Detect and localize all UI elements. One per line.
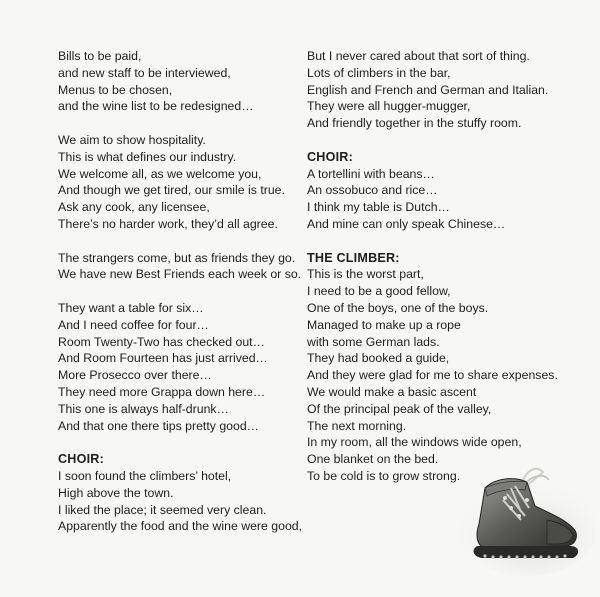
lyric-line: They were all hugger-mugger, <box>307 99 471 114</box>
left-stanza <box>58 48 298 115</box>
lyric-line: This is what defines our industry. <box>58 149 237 164</box>
lyric-line: and the wine list to be redesigned… <box>58 99 254 114</box>
lyric-line: They want a table for six… <box>58 300 204 315</box>
speaker-heading: CHOIR: <box>58 452 104 467</box>
lyric-line: with some German lads. <box>307 334 440 349</box>
lyric-line: And that one there tips pretty good… <box>58 418 259 433</box>
left-stanza <box>58 300 298 434</box>
lyric-line: And Room Fourteen has just arrived… <box>58 351 268 366</box>
left-stanza <box>58 132 298 233</box>
lyric-line: More Prosecco over there… <box>58 368 212 383</box>
lyric-line: In my room, all the windows wide open, <box>307 435 522 450</box>
lyric-line: and new staff to be interviewed, <box>58 65 231 80</box>
lyric-line: High above the town. <box>58 485 174 500</box>
lyric-line: Menus to be chosen, <box>58 82 173 97</box>
lyric-line: The strangers come, but as friends they go. <box>58 250 296 265</box>
lyric-line: English and French and German and Italian. <box>307 82 549 97</box>
speaker-heading: CHOIR: <box>307 149 353 164</box>
lyric-line: We would make a basic ascent <box>307 384 477 399</box>
left-column <box>58 48 303 552</box>
lyric-line: I think my table is Dutch… <box>307 200 450 215</box>
lyric-line: We aim to show hospitality. <box>58 132 206 147</box>
lyric-line: Apparently the food and the wine were good, <box>58 519 303 534</box>
lyric-line: Bills to be paid, <box>58 49 142 63</box>
lyric-line: One blanket on the bed. <box>307 452 439 467</box>
lyric-line: They need more Grappa down here… <box>58 384 266 399</box>
right-column <box>307 48 558 502</box>
lyric-line: Ask any cook, any licensee, <box>58 200 210 215</box>
lyric-line: This is the worst part, <box>307 267 424 282</box>
lyric-line: We have new Best Friends each week or so. <box>58 267 302 282</box>
lyric-line: To be cold is to grow strong. <box>307 468 461 483</box>
lyric-line: And though we get tired, our smile is true. <box>58 183 285 198</box>
left-stanza <box>58 250 302 284</box>
lyric-line: An ossobuco and rice… <box>307 183 438 198</box>
speaker-heading: THE CLIMBER: <box>307 250 400 265</box>
lyric-line: But I never cared about that sort of thing. <box>307 49 530 63</box>
lyric-line: And mine can only speak Chinese… <box>307 216 506 231</box>
lyric-line: Lots of climbers in the bar, <box>307 65 451 80</box>
left-stanza <box>58 451 303 535</box>
lyric-line: We welcome all, as we welcome you, <box>58 166 262 181</box>
lyric-line: And friendly together in the stuffy room. <box>307 116 522 131</box>
lyric-line: And I need coffee for four… <box>58 317 209 332</box>
lyric-line: I need to be a good fellow, <box>307 284 451 299</box>
lyric-line: One of the boys, one of the boys. <box>307 300 489 315</box>
lyric-line: The next morning. <box>307 418 407 433</box>
lyric-line: I soon found the climbers’ hotel, <box>58 468 232 483</box>
lyric-line: They had booked a guide, <box>307 351 450 366</box>
climbing-boot-icon <box>455 458 595 576</box>
lyric-line: Of the principal peak of the valley, <box>307 401 492 416</box>
lyric-line: Room Twenty-Two has checked out… <box>58 334 265 349</box>
lyric-line: Managed to make up a rope <box>307 317 461 332</box>
right-stanza <box>307 149 547 233</box>
right-stanza <box>307 250 558 485</box>
lyric-line: I liked the place; it seemed very clean. <box>58 502 267 517</box>
lyric-line: This one is always half-drunk… <box>58 401 229 416</box>
lyric-line: There’s no harder work, they’d all agree. <box>58 216 278 231</box>
lyric-line: And they were glad for me to share expenses. <box>307 368 558 383</box>
lyric-line: A tortellini with beans… <box>307 166 435 181</box>
right-stanza <box>307 48 547 132</box>
